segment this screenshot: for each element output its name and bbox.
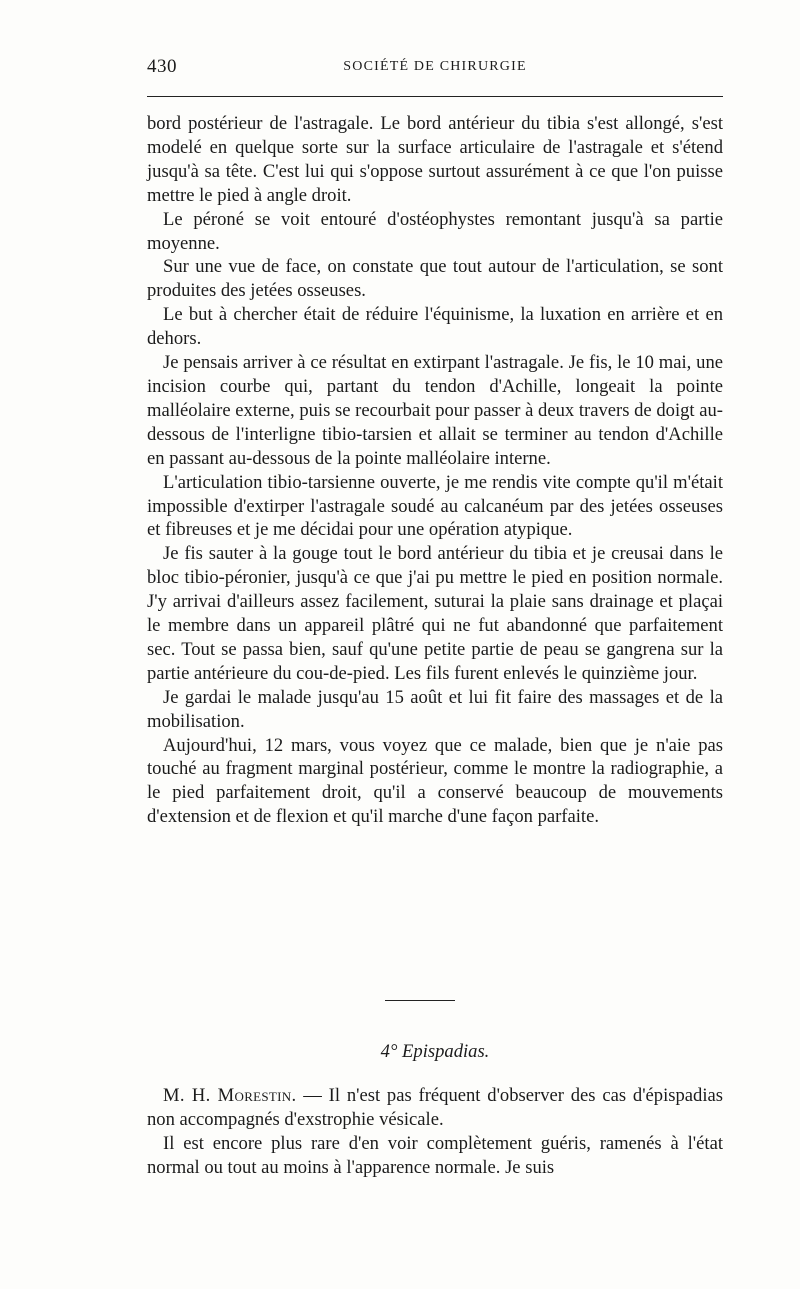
section-heading: 4° Epispadias. xyxy=(380,1041,490,1062)
section-divider xyxy=(385,1000,455,1001)
page-number: 430 xyxy=(147,56,177,77)
paragraph: bord postérieur de l'astragale. Le bord antérieur du tibia s'est allongé, s'est modelé en quelque sorte sur la surface articulaire de l'astragale et s'étend jusqu'à sa tête. C'est lui qui s'oppose surtout assurément à ce que l'on puisse mettre le pied à angle droit. xyxy=(147,113,723,206)
header-rule xyxy=(147,96,723,97)
paragraph: Sur une vue de face, on constate que tout autour de l'articulation, se sont produites des jetées osseuses. xyxy=(147,256,723,302)
paragraph: Je pensais arriver à ce résultat en extirpant l'astragale. Je fis, le 10 mai, une incision courbe qui, partant du tendon d'Achille, longeait la pointe malléolaire externe, puis se recourbait pour passer à deux travers de doigt au-dessous de l'interligne tibio-tarsien et allait se terminer au tendon d'Achille en passant au-dessous de la pointe malléolaire interne. xyxy=(147,352,723,469)
paragraph: Je fis sauter à la gouge tout le bord antérieur du tibia et je creusai dans le bloc tibio-péronier, jusqu'à ce que j'ai pu mettre le pied en position normale. J'y arrivai d'ailleurs assez facilement, suturai la plaie sans drainage et plaçai le membre dans un appareil plâtré qui ne fut abandonné que parfaitement sec. Tout se passa bien, sauf qu'une petite partie de peau se gangrena sur la partie antérieure du cou-de-pied. Les fils furent enlevés le quinzième jour. xyxy=(147,543,723,684)
paragraph: Aujourd'hui, 12 mars, vous voyez que ce malade, bien que je n'aie pas touché au fragment marginal postérieur, comme le montre la radiographie, a le pied parfaitement droit, qu'il a conservé beaucoup de mouvements d'extension et de flexion et qu'il marche d'une façon parfaite. xyxy=(147,734,723,828)
paragraph-text: — Il n'est pas fréquent d'observer des cas d'épispadias non accompagnés d'exstrophie vésicale. xyxy=(147,1085,723,1130)
body-text xyxy=(147,112,723,829)
paragraph: L'articulation tibio-tarsienne ouverte, je me rendis vite compte qu'il m'était impossible d'extirper l'astragale soudé au calcanéum par des jetées osseuses et fibreuses et je me décidai pour une opération atypique. xyxy=(147,471,723,541)
running-head xyxy=(147,56,723,82)
author-name: M. H. Morestin. xyxy=(163,1085,297,1106)
paragraph xyxy=(147,1084,723,1132)
header-title: SOCIÉTÉ DE CHIRURGIE xyxy=(343,59,527,74)
paragraph: Le péroné se voit entouré d'ostéophystes remontant jusqu'à sa partie moyenne. xyxy=(147,208,723,254)
paragraph: Le but à chercher était de réduire l'équinisme, la luxation en arrière et en dehors. xyxy=(147,304,723,350)
paragraph: Je gardai le malade jusqu'au 15 août et lui fit faire des massages et de la mobilisation. xyxy=(147,686,723,732)
section-text xyxy=(147,1084,723,1180)
paragraph: Il est encore plus rare d'en voir complètement guéris, ramenés à l'état normal ou tout au moins à l'apparence normale. Je suis xyxy=(147,1132,723,1178)
